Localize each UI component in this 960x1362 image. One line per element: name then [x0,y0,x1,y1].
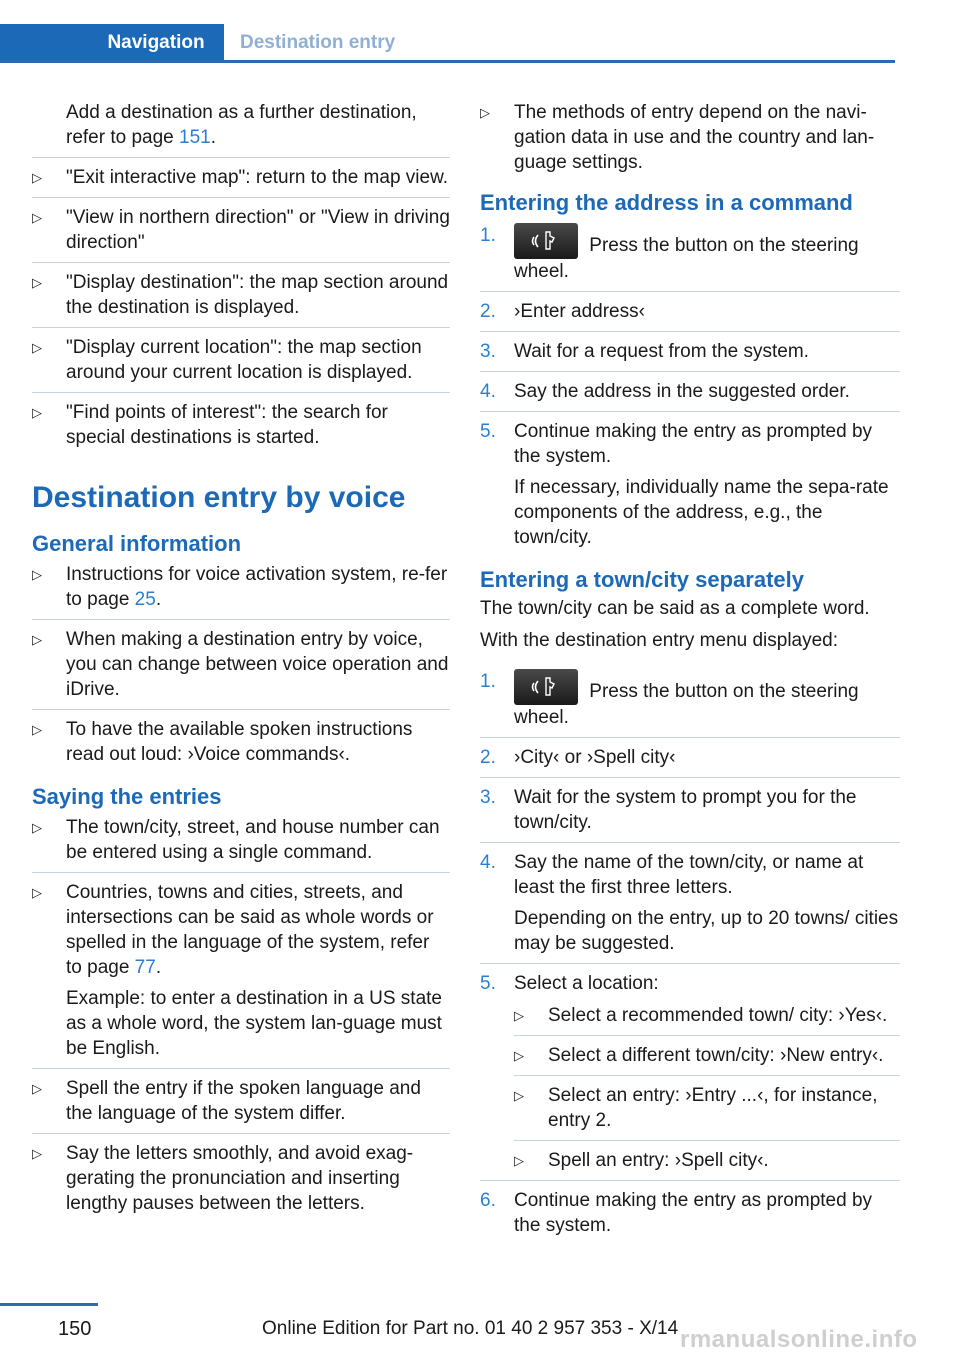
list-item: ▷ Countries, towns and cities, streets, and intersections can be said as whole words or spelled in the language of the system, refer to page 77. Example: to enter a destination in a US state as a whole word, the system lan-guage must be English. [32,880,450,1069]
triangle-right-outline-icon: ▷ [32,1081,42,1096]
triangle-right-outline-icon: ▷ [32,170,42,185]
header-rule [0,60,895,63]
triangle-right-outline-icon: ▷ [32,820,42,835]
left-column [32,100,450,1216]
list-item: ▷ When making a destination entry by voice, you can change between voice operation and iDrive. [32,627,450,710]
location-options [514,1003,900,1173]
subsection-title-general: General information [32,531,242,556]
step-item: 1. Press the button on the steering wheel. [480,669,900,738]
list-item: ▷ The town/city, street, and house number can be entered using a single command. [32,815,450,873]
list-item: ▷ Instructions for voice activation system, re-fer to page 25. [32,562,450,620]
intro-text: Add a destination as a further destination, refer to page 151. [32,100,450,158]
step-item: 2. ›Enter address‹ [480,299,900,332]
triangle-right-outline-icon: ▷ [32,722,42,737]
list-item: ▷ "Find points of interest": the search for special destinations is started. [32,402,388,448]
paragraph: With the destination entry menu displayed: [480,630,839,651]
subsection-title-address: Entering the address in a command [480,190,853,215]
triangle-right-outline-icon: ▷ [32,632,42,647]
triangle-right-outline-icon: ▷ [514,1153,524,1168]
list-item: ▷ To have the available spoken instructions read out loud: ›Voice commands‹. [32,719,413,765]
list-item: ▷ "Display current location": the map section around your current location is displayed. [32,335,450,393]
step-item: 4. Say the name of the town/city, or name at least the first three letters. Depending on the entry, up to 20 towns/ cities may be suggested. [480,850,900,964]
paragraph: The town/city can be said as a complete word. [480,598,870,619]
section-title: Destination entry by voice [32,481,406,514]
list-item: ▷ Say the letters smoothly, and avoid exag-gerating the pronunciation and inserting lengthy pauses between the letters. [32,1143,414,1214]
step-item: 3. Wait for the system to prompt you for the town/city. [480,785,900,843]
list-item: ▷ "Display destination": the map section around the destination is displayed. [32,270,450,328]
subsection-title-town: Entering a town/city separately [480,567,804,592]
tab-navigation[interactable]: Navigation [0,24,224,62]
triangle-right-outline-icon: ▷ [32,210,42,225]
step-item: 4. Say the address in the suggested order. [480,379,900,412]
list-item: ▷ Select a recommended town/ city: ›Yes‹. [514,1003,900,1036]
tab-destination-entry[interactable]: Destination entry [240,32,396,53]
triangle-right-outline-icon: ▷ [32,885,42,900]
triangle-right-outline-icon: ▷ [480,105,490,120]
triangle-right-outline-icon: ▷ [32,567,42,582]
page-link-77[interactable]: 77 [134,957,156,978]
triangle-right-outline-icon: ▷ [514,1048,524,1063]
example-note: Example: to enter a destination in a US state as a whole word, the system lan-guage must be English. [66,988,442,1059]
page-link-151[interactable]: 151 [179,127,211,148]
list-item: ▷ "View in northern direction" or "View in driving direction" [32,205,450,263]
step-note: Depending on the entry, up to 20 towns/ cities may be suggested. [514,908,899,954]
step-item: 2. ›City‹ or ›Spell city‹ [480,745,900,778]
edition-note: Online Edition for Part no. 01 40 2 957 353 - X/14 [262,1318,679,1339]
list-item: ▷ Select an entry: ›Entry ...‹, for instance, entry 2. [514,1083,900,1141]
list-item: ▷ The methods of entry depend on the navi-gation data in use and the country and lan-guage settings. [480,102,875,173]
step-note: If necessary, individually name the sepa-rate components of the address, e.g., the town/city. [514,477,889,548]
triangle-right-outline-icon: ▷ [514,1088,524,1103]
triangle-right-outline-icon: ▷ [514,1008,524,1023]
watermark: rmanualsonline.info [680,1326,918,1353]
list-item: ▷ Select a different town/city: ›New entry‹. [514,1043,900,1076]
step-item: 3. Wait for a request from the system. [480,339,900,372]
step-item: 1. Press the button on the steering wheel. [480,223,900,292]
triangle-right-outline-icon: ▷ [32,275,42,290]
triangle-right-outline-icon: ▷ [32,405,42,420]
page-header [0,0,960,64]
list-item: ▷ "Exit interactive map": return to the map view. [32,165,450,198]
voice-command-icon [514,669,578,705]
step-item: 6. Continue making the entry as prompted by the system. [480,1190,873,1236]
footer-rule [0,1303,98,1306]
list-item: ▷ Spell the entry if the spoken language and the language of the system differ. [32,1076,450,1134]
step-item: 5. Select a location: ▷ Select a recommended town/ city: ›Yes‹. ▷ Select a different town/city: ›New entry‹. ▷ Select an entry: ›Entry ...‹, for instance, entry 2. ▷ Spell an entry: ›Spell city‹. [480,971,900,1181]
triangle-right-outline-icon: ▷ [32,1146,42,1161]
right-column [480,100,900,1238]
list-item: ▷ Spell an entry: ›Spell city‹. [514,1150,769,1171]
step-item: 5. Continue making the entry as prompted by the system. If necessary, individually name the sepa-rate components of the address, e.g., the town/city. [480,419,900,550]
triangle-right-outline-icon: ▷ [32,340,42,355]
page-number: 150 [58,1318,92,1340]
subsection-title-saying: Saying the entries [32,784,222,809]
page-link-25[interactable]: 25 [134,589,156,610]
voice-command-icon [514,223,578,259]
